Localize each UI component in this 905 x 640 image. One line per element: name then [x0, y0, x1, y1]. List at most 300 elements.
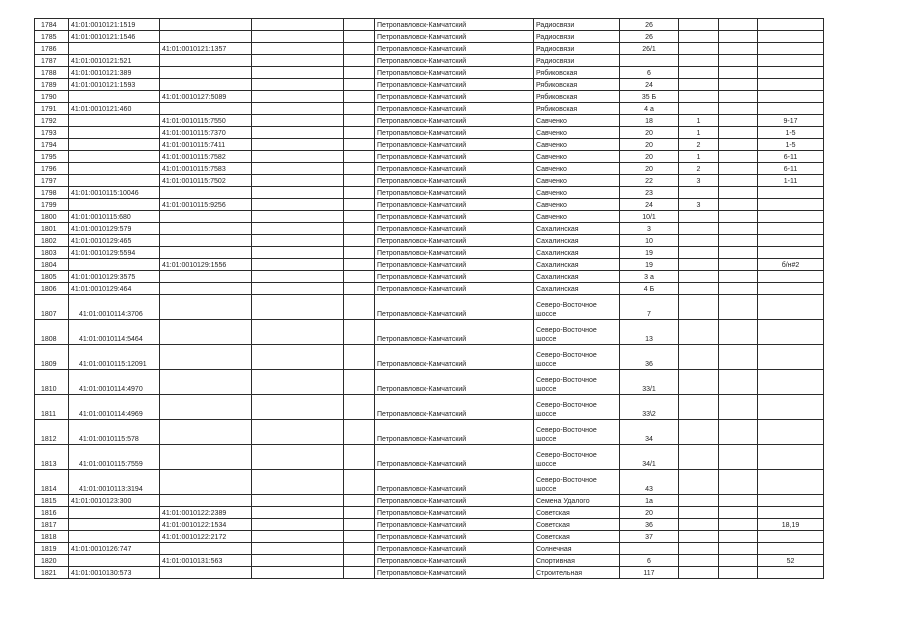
cadastral-number-building-cell — [160, 31, 252, 43]
street-cell: Солнечная — [534, 543, 620, 555]
empty-cell — [344, 445, 375, 470]
room-cell — [758, 235, 824, 247]
empty-cell — [252, 247, 344, 259]
street-cell: Савченко — [534, 127, 620, 139]
table-row — [35, 67, 824, 79]
cadastral-number-building-cell — [160, 470, 252, 495]
room-cell — [758, 543, 824, 555]
room-cell: 6-11 — [758, 151, 824, 163]
city-cell: Петропавловск-Камчатский — [375, 320, 534, 345]
room-cell — [758, 103, 824, 115]
cadastral-number-building-cell: 41:01:0010115:7370 — [160, 127, 252, 139]
building-cell — [679, 187, 719, 199]
empty-cell — [344, 139, 375, 151]
street-cell: Савченко — [534, 187, 620, 199]
empty-cell — [344, 507, 375, 519]
empty-cell — [252, 470, 344, 495]
empty-cell — [252, 445, 344, 470]
empty-cell — [719, 55, 758, 67]
table-row — [35, 370, 824, 395]
empty-cell — [719, 187, 758, 199]
table-row — [35, 247, 824, 259]
row-number-cell: 1819 — [35, 543, 69, 555]
cadastral-number-building-cell — [160, 495, 252, 507]
empty-cell — [252, 295, 344, 320]
cadastral-number-cell: 41:01:0010115:10046 — [69, 187, 160, 199]
empty-cell — [252, 31, 344, 43]
building-cell: 1 — [679, 151, 719, 163]
empty-cell — [719, 507, 758, 519]
street-cell: Советская — [534, 531, 620, 543]
empty-cell — [344, 519, 375, 531]
cadastral-number-cell: 41:01:0010121:1519 — [69, 19, 160, 31]
table-row — [35, 395, 824, 420]
cadastral-number-cell: 41:01:0010121:1593 — [69, 79, 160, 91]
empty-cell — [252, 19, 344, 31]
empty-cell — [252, 199, 344, 211]
empty-cell — [252, 67, 344, 79]
cadastral-number-building-cell — [160, 445, 252, 470]
house-number-cell: 43 — [620, 470, 679, 495]
empty-cell — [719, 19, 758, 31]
cadastral-number-building-cell: 41:01:0010121:1357 — [160, 43, 252, 55]
cadastral-number-building-cell: 41:01:0010122:2389 — [160, 507, 252, 519]
cadastral-number-cell: 41:01:0010129:579 — [69, 223, 160, 235]
building-cell — [679, 55, 719, 67]
table-row — [35, 519, 824, 531]
city-cell: Петропавловск-Камчатский — [375, 555, 534, 567]
cadastral-number-building-cell — [160, 320, 252, 345]
house-number-cell: 6 — [620, 67, 679, 79]
cadastral-number-cell — [69, 519, 160, 531]
row-number-cell: 1820 — [35, 555, 69, 567]
building-cell — [679, 345, 719, 370]
city-cell: Петропавловск-Камчатский — [375, 79, 534, 91]
empty-cell — [344, 470, 375, 495]
street-cell: Савченко — [534, 211, 620, 223]
room-cell — [758, 470, 824, 495]
table-row — [35, 470, 824, 495]
building-cell — [679, 103, 719, 115]
cadastral-number-cell: 41:01:0010129:465 — [69, 235, 160, 247]
empty-cell — [252, 345, 344, 370]
empty-cell — [719, 31, 758, 43]
empty-cell — [719, 103, 758, 115]
house-number-cell: 24 — [620, 79, 679, 91]
cadastral-number-building-cell — [160, 543, 252, 555]
building-cell — [679, 79, 719, 91]
room-cell: б/н#2 — [758, 259, 824, 271]
table-body — [35, 19, 824, 579]
street-cell: Рябиковская — [534, 91, 620, 103]
empty-cell — [344, 295, 375, 320]
city-cell: Петропавловск-Камчатский — [375, 199, 534, 211]
cadastral-number-cell — [69, 531, 160, 543]
table-row — [35, 567, 824, 579]
empty-cell — [719, 67, 758, 79]
cadastral-number-cell — [69, 43, 160, 55]
city-cell: Петропавловск-Камчатский — [375, 295, 534, 320]
row-number-cell: 1791 — [35, 103, 69, 115]
room-cell: 52 — [758, 555, 824, 567]
row-number-cell: 1814 — [35, 470, 69, 495]
row-number-cell: 1815 — [35, 495, 69, 507]
street-cell: Савченко — [534, 115, 620, 127]
row-number-cell: 1789 — [35, 79, 69, 91]
cadastral-number-cell: 41:01:0010114:3706 — [69, 295, 160, 320]
house-number-cell: 1а — [620, 495, 679, 507]
row-number-cell: 1817 — [35, 519, 69, 531]
empty-cell — [344, 127, 375, 139]
building-cell — [679, 519, 719, 531]
empty-cell — [719, 223, 758, 235]
building-cell — [679, 235, 719, 247]
building-cell — [679, 370, 719, 395]
empty-cell — [344, 175, 375, 187]
building-cell — [679, 19, 719, 31]
house-number-cell: 4 а — [620, 103, 679, 115]
building-cell — [679, 531, 719, 543]
building-cell — [679, 320, 719, 345]
city-cell: Петропавловск-Камчатский — [375, 283, 534, 295]
empty-cell — [344, 543, 375, 555]
street-cell: Сахалинская — [534, 259, 620, 271]
empty-cell — [252, 43, 344, 55]
cadastral-number-building-cell — [160, 67, 252, 79]
cadastral-number-building-cell — [160, 79, 252, 91]
building-cell — [679, 247, 719, 259]
row-number-cell: 1807 — [35, 295, 69, 320]
city-cell: Петропавловск-Камчатский — [375, 420, 534, 445]
city-cell: Петропавловск-Камчатский — [375, 175, 534, 187]
cadastral-number-cell — [69, 127, 160, 139]
table-row — [35, 345, 824, 370]
cadastral-number-cell — [69, 555, 160, 567]
row-number-cell: 1811 — [35, 395, 69, 420]
empty-cell — [719, 115, 758, 127]
cadastral-number-building-cell — [160, 211, 252, 223]
city-cell: Петропавловск-Камчатский — [375, 127, 534, 139]
cadastral-number-building-cell: 41:01:0010115:7550 — [160, 115, 252, 127]
empty-cell — [344, 19, 375, 31]
table-row — [35, 55, 824, 67]
street-cell: Северо-Восточное шоссе — [534, 295, 620, 320]
street-cell: Северо-Восточное шоссе — [534, 395, 620, 420]
building-cell — [679, 470, 719, 495]
room-cell: 9-17 — [758, 115, 824, 127]
house-number-cell: 26/1 — [620, 43, 679, 55]
row-number-cell: 1809 — [35, 345, 69, 370]
city-cell: Петропавловск-Камчатский — [375, 19, 534, 31]
row-number-cell: 1792 — [35, 115, 69, 127]
house-number-cell: 19 — [620, 247, 679, 259]
cadastral-number-building-cell — [160, 370, 252, 395]
room-cell — [758, 445, 824, 470]
empty-cell — [719, 470, 758, 495]
building-cell — [679, 420, 719, 445]
house-number-cell: 36 — [620, 519, 679, 531]
empty-cell — [344, 79, 375, 91]
city-cell: Петропавловск-Камчатский — [375, 370, 534, 395]
empty-cell — [344, 199, 375, 211]
house-number-cell — [620, 543, 679, 555]
row-number-cell: 1798 — [35, 187, 69, 199]
cadastral-number-cell: 41:01:0010129:464 — [69, 283, 160, 295]
cadastral-number-building-cell: 41:01:0010115:7583 — [160, 163, 252, 175]
room-cell — [758, 567, 824, 579]
room-cell: 6-11 — [758, 163, 824, 175]
table-row — [35, 531, 824, 543]
empty-cell — [719, 531, 758, 543]
row-number-cell: 1810 — [35, 370, 69, 395]
building-cell — [679, 283, 719, 295]
street-cell: Сахалинская — [534, 247, 620, 259]
street-cell: Северо-Восточное шоссе — [534, 320, 620, 345]
empty-cell — [252, 543, 344, 555]
cadastral-number-building-cell: 41:01:0010127:5089 — [160, 91, 252, 103]
street-cell: Рябиковская — [534, 67, 620, 79]
row-number-cell: 1799 — [35, 199, 69, 211]
street-cell: Савченко — [534, 163, 620, 175]
building-cell — [679, 211, 719, 223]
row-number-cell: 1801 — [35, 223, 69, 235]
empty-cell — [719, 151, 758, 163]
building-cell: 1 — [679, 127, 719, 139]
cadastral-number-building-cell — [160, 295, 252, 320]
house-number-cell: 22 — [620, 175, 679, 187]
empty-cell — [344, 247, 375, 259]
empty-cell — [719, 43, 758, 55]
table-row — [35, 187, 824, 199]
empty-cell — [344, 395, 375, 420]
empty-cell — [344, 151, 375, 163]
city-cell: Петропавловск-Камчатский — [375, 507, 534, 519]
house-number-cell — [620, 55, 679, 67]
room-cell — [758, 345, 824, 370]
empty-cell — [719, 320, 758, 345]
cadastral-number-building-cell: 41:01:0010129:1556 — [160, 259, 252, 271]
house-number-cell: 37 — [620, 531, 679, 543]
empty-cell — [719, 139, 758, 151]
row-number-cell: 1790 — [35, 91, 69, 103]
building-cell — [679, 91, 719, 103]
street-cell: Радиосвязи — [534, 19, 620, 31]
empty-cell — [344, 259, 375, 271]
room-cell — [758, 187, 824, 199]
empty-cell — [344, 495, 375, 507]
table-row — [35, 507, 824, 519]
empty-cell — [252, 115, 344, 127]
empty-cell — [344, 67, 375, 79]
table-row — [35, 445, 824, 470]
city-cell: Петропавловск-Камчатский — [375, 445, 534, 470]
street-cell: Советская — [534, 507, 620, 519]
room-cell — [758, 211, 824, 223]
street-cell: Строительная — [534, 567, 620, 579]
street-cell: Сахалинская — [534, 271, 620, 283]
row-number-cell: 1802 — [35, 235, 69, 247]
city-cell: Петропавловск-Камчатский — [375, 67, 534, 79]
table-row — [35, 283, 824, 295]
house-number-cell: 10 — [620, 235, 679, 247]
building-cell — [679, 555, 719, 567]
room-cell — [758, 320, 824, 345]
room-cell — [758, 507, 824, 519]
empty-cell — [344, 43, 375, 55]
street-cell: Савченко — [534, 151, 620, 163]
empty-cell — [719, 445, 758, 470]
empty-cell — [719, 175, 758, 187]
house-number-cell: 20 — [620, 127, 679, 139]
table-row — [35, 91, 824, 103]
empty-cell — [719, 420, 758, 445]
street-cell: Савченко — [534, 199, 620, 211]
street-cell: Северо-Восточное шоссе — [534, 370, 620, 395]
street-cell: Радиосвязи — [534, 31, 620, 43]
cadastral-number-building-cell: 41:01:0010115:9256 — [160, 199, 252, 211]
empty-cell — [252, 271, 344, 283]
table-row — [35, 211, 824, 223]
city-cell: Петропавловск-Камчатский — [375, 31, 534, 43]
cadastral-number-building-cell: 41:01:0010115:7582 — [160, 151, 252, 163]
city-cell: Петропавловск-Камчатский — [375, 55, 534, 67]
table-row — [35, 31, 824, 43]
empty-cell — [252, 555, 344, 567]
building-cell — [679, 43, 719, 55]
cadastral-number-cell: 41:01:0010126:747 — [69, 543, 160, 555]
row-number-cell: 1821 — [35, 567, 69, 579]
house-number-cell: 4 Б — [620, 283, 679, 295]
cadastral-number-cell: 41:01:0010114:4969 — [69, 395, 160, 420]
empty-cell — [719, 495, 758, 507]
street-cell: Северо-Восточное шоссе — [534, 420, 620, 445]
cadastral-number-building-cell — [160, 283, 252, 295]
empty-cell — [719, 247, 758, 259]
room-cell — [758, 247, 824, 259]
table-row — [35, 235, 824, 247]
cadastral-number-cell: 41:01:0010121:389 — [69, 67, 160, 79]
empty-cell — [719, 271, 758, 283]
house-number-cell: 13 — [620, 320, 679, 345]
cadastral-number-cell — [69, 259, 160, 271]
row-number-cell: 1793 — [35, 127, 69, 139]
row-number-cell: 1784 — [35, 19, 69, 31]
table-row — [35, 223, 824, 235]
building-cell — [679, 295, 719, 320]
building-cell — [679, 271, 719, 283]
house-number-cell: 20 — [620, 139, 679, 151]
city-cell: Петропавловск-Камчатский — [375, 211, 534, 223]
room-cell: 18,19 — [758, 519, 824, 531]
empty-cell — [344, 223, 375, 235]
row-number-cell: 1805 — [35, 271, 69, 283]
empty-cell — [252, 151, 344, 163]
table-row — [35, 199, 824, 211]
city-cell: Петропавловск-Камчатский — [375, 223, 534, 235]
empty-cell — [344, 531, 375, 543]
house-number-cell: 34 — [620, 420, 679, 445]
room-cell — [758, 199, 824, 211]
row-number-cell: 1794 — [35, 139, 69, 151]
cadastral-number-building-cell — [160, 271, 252, 283]
empty-cell — [252, 531, 344, 543]
house-number-cell: 26 — [620, 19, 679, 31]
city-cell: Петропавловск-Камчатский — [375, 470, 534, 495]
city-cell: Петропавловск-Камчатский — [375, 151, 534, 163]
cadastral-number-building-cell — [160, 55, 252, 67]
empty-cell — [344, 115, 375, 127]
room-cell — [758, 91, 824, 103]
building-cell — [679, 495, 719, 507]
street-cell: Северо-Восточное шоссе — [534, 470, 620, 495]
empty-cell — [344, 235, 375, 247]
building-cell — [679, 259, 719, 271]
cadastral-number-cell — [69, 175, 160, 187]
empty-cell — [719, 79, 758, 91]
city-cell: Петропавловск-Камчатский — [375, 519, 534, 531]
house-number-cell: 6 — [620, 555, 679, 567]
building-cell — [679, 31, 719, 43]
room-cell — [758, 79, 824, 91]
cadastral-number-cell — [69, 115, 160, 127]
empty-cell — [719, 283, 758, 295]
house-number-cell: 18 — [620, 115, 679, 127]
city-cell: Петропавловск-Камчатский — [375, 345, 534, 370]
cadastral-number-building-cell: 41:01:0010122:2172 — [160, 531, 252, 543]
empty-cell — [252, 370, 344, 395]
cadastral-number-cell — [69, 199, 160, 211]
house-number-cell: 7 — [620, 295, 679, 320]
empty-cell — [252, 91, 344, 103]
building-cell — [679, 543, 719, 555]
street-cell: Рябиковская — [534, 79, 620, 91]
room-cell — [758, 395, 824, 420]
empty-cell — [344, 283, 375, 295]
house-number-cell: 3 — [620, 223, 679, 235]
house-number-cell: 19 — [620, 259, 679, 271]
empty-cell — [344, 420, 375, 445]
cadastral-number-building-cell: 41:01:0010131:563 — [160, 555, 252, 567]
building-cell: 2 — [679, 163, 719, 175]
city-cell: Петропавловск-Камчатский — [375, 115, 534, 127]
row-number-cell: 1816 — [35, 507, 69, 519]
building-cell — [679, 445, 719, 470]
cadastral-number-cell: 41:01:0010115:680 — [69, 211, 160, 223]
empty-cell — [252, 187, 344, 199]
building-cell: 3 — [679, 175, 719, 187]
table-row — [35, 43, 824, 55]
table-row — [35, 555, 824, 567]
empty-cell — [719, 259, 758, 271]
room-cell — [758, 43, 824, 55]
house-number-cell: 3 а — [620, 271, 679, 283]
row-number-cell: 1803 — [35, 247, 69, 259]
cadastral-number-building-cell — [160, 247, 252, 259]
house-number-cell: 23 — [620, 187, 679, 199]
building-cell — [679, 67, 719, 79]
row-number-cell: 1785 — [35, 31, 69, 43]
cadastral-number-building-cell — [160, 567, 252, 579]
room-cell — [758, 295, 824, 320]
city-cell: Петропавловск-Камчатский — [375, 259, 534, 271]
empty-cell — [719, 370, 758, 395]
room-cell: 1-11 — [758, 175, 824, 187]
house-number-cell: 33\2 — [620, 395, 679, 420]
table-row — [35, 271, 824, 283]
empty-cell — [344, 211, 375, 223]
room-cell — [758, 55, 824, 67]
cadastral-number-cell: 41:01:0010121:1546 — [69, 31, 160, 43]
